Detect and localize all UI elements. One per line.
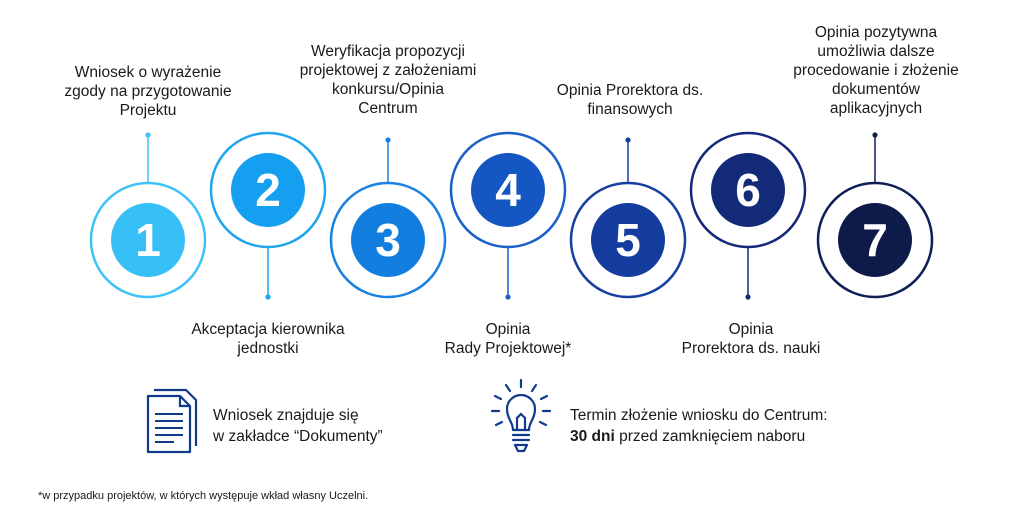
step-1-number: 1 — [135, 214, 161, 266]
document-icon — [146, 386, 198, 454]
step-1-label: Wniosek o wyrażenie zgody na przygotowanie Projektu — [64, 64, 232, 119]
step-4-label: Opinia Rady Projektowej* — [444, 321, 572, 357]
step-3-number: 3 — [375, 214, 401, 266]
step-5-connector-dot — [625, 137, 630, 142]
deadline-note: Termin złożenie wniosku do Centrum: 30 dni przed zamknięciem naboru — [570, 407, 828, 445]
step-1-connector-dot — [145, 132, 150, 137]
step-4-number: 4 — [495, 164, 521, 216]
step-6-number: 6 — [735, 164, 761, 216]
step-2-connector-dot — [265, 294, 270, 299]
step-5-number: 5 — [615, 214, 641, 266]
step-2-label: Akceptacja kierownika jednostki — [191, 321, 345, 357]
step-5-label: Opinia Prorektora ds. finansowych — [556, 82, 704, 118]
step-7-label: Opinia pozytywna umożliwia dalsze procedowanie i złożenie dokumentów aplikacyjnych — [793, 24, 959, 117]
document-note: Wniosek znajduje się w zakładce “Dokumenty” — [213, 407, 383, 445]
footnote: *w przypadku projektów, w których występuje wkład własny Uczelni. — [38, 490, 369, 502]
step-7-connector-dot — [872, 132, 877, 137]
step-2-number: 2 — [255, 164, 281, 216]
step-4-connector-dot — [505, 294, 510, 299]
step-7-number: 7 — [862, 214, 888, 266]
lightbulb-icon — [490, 378, 552, 456]
step-3-connector-dot — [385, 137, 390, 142]
step-6-connector-dot — [745, 294, 750, 299]
step-6-label: Opinia Prorektora ds. nauki — [681, 321, 821, 357]
step-3-label: Weryfikacja propozycji projektowej z założeniami konkursu/Opinia Centrum — [299, 43, 477, 117]
